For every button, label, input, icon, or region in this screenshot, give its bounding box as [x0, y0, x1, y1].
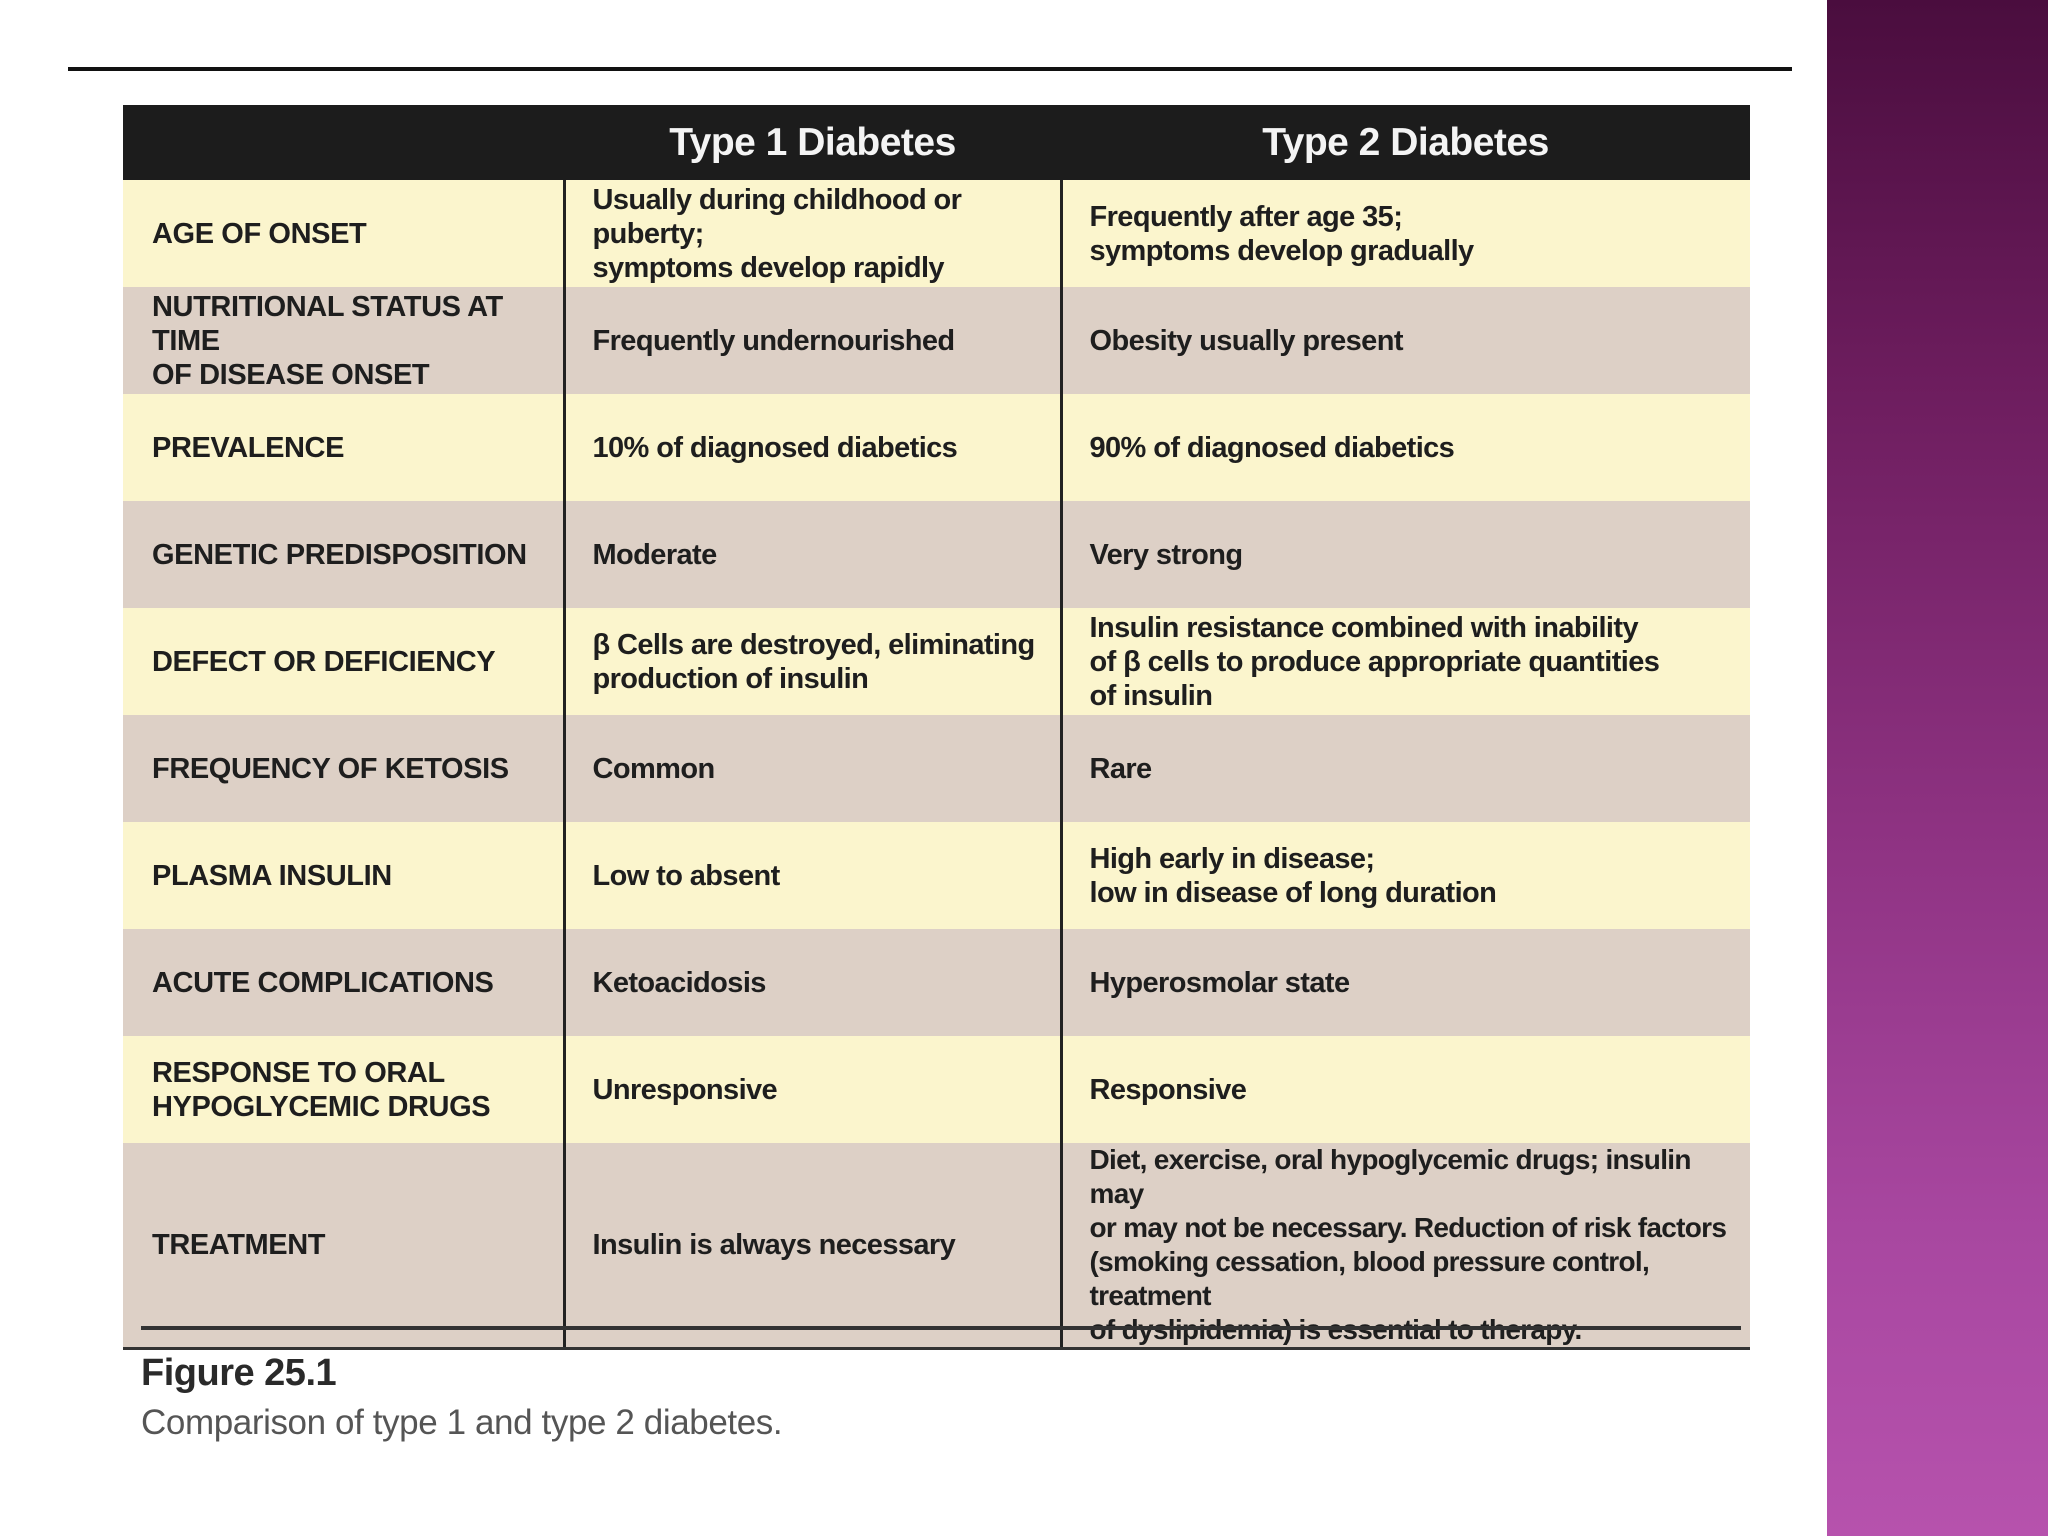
row-label: ACUTE COMPLICATIONS [123, 929, 564, 1036]
type1-cell: Unresponsive [564, 1036, 1061, 1143]
table-row [123, 1143, 1750, 1349]
type1-cell: Usually during childhood or puberty; symptoms develop rapidly [564, 180, 1061, 287]
header-blank [123, 105, 564, 180]
type2-cell: 90% of diagnosed diabetics [1061, 394, 1750, 501]
header-type2: Type 2 Diabetes [1061, 105, 1750, 180]
row-label: TREATMENT [123, 1143, 564, 1349]
decorative-side-band [1827, 0, 2048, 1536]
type2-cell: Obesity usually present [1061, 287, 1750, 394]
header-type1: Type 1 Diabetes [564, 105, 1061, 180]
type1-cell: Low to absent [564, 822, 1061, 929]
row-label: FREQUENCY OF KETOSIS [123, 715, 564, 822]
type2-cell: Responsive [1061, 1036, 1750, 1143]
type1-cell: Frequently undernourished [564, 287, 1061, 394]
row-label: DEFECT OR DEFICIENCY [123, 608, 564, 715]
table-row [123, 822, 1750, 929]
type1-cell: Insulin is always necessary [564, 1143, 1061, 1349]
row-label: GENETIC PREDISPOSITION [123, 501, 564, 608]
table-row [123, 715, 1750, 822]
row-label: RESPONSE TO ORAL HYPOGLYCEMIC DRUGS [123, 1036, 564, 1143]
row-label: PREVALENCE [123, 394, 564, 501]
row-label: NUTRITIONAL STATUS AT TIME OF DISEASE ONSET [123, 287, 564, 394]
type2-cell: Hyperosmolar state [1061, 929, 1750, 1036]
type1-cell: Ketoacidosis [564, 929, 1061, 1036]
row-label: AGE OF ONSET [123, 180, 564, 287]
type2-cell: High early in disease; low in disease of long duration [1061, 822, 1750, 929]
type1-cell: β Cells are destroyed, eliminating production of insulin [564, 608, 1061, 715]
table-row [123, 180, 1750, 287]
table-row [123, 287, 1750, 394]
comparison-table [123, 105, 1750, 1350]
table-header-row [123, 105, 1750, 180]
figure-label: Figure 25.1 [141, 1352, 337, 1394]
table-row [123, 608, 1750, 715]
figure-caption: Comparison of type 1 and type 2 diabetes. [141, 1403, 783, 1442]
type2-cell: Insulin resistance combined with inability of β cells to produce appropriate quantities of insulin [1061, 608, 1750, 715]
type1-cell: Moderate [564, 501, 1061, 608]
row-label: PLASMA INSULIN [123, 822, 564, 929]
type1-cell: Common [564, 715, 1061, 822]
table-row [123, 394, 1750, 501]
table-row [123, 929, 1750, 1036]
type2-cell: Frequently after age 35; symptoms develop gradually [1061, 180, 1750, 287]
type2-cell: Rare [1061, 715, 1750, 822]
type1-cell: 10% of diagnosed diabetics [564, 394, 1061, 501]
figure-divider [141, 1326, 1741, 1330]
table-row [123, 501, 1750, 608]
type2-cell: Very strong [1061, 501, 1750, 608]
top-divider [68, 67, 1792, 71]
type2-cell: Diet, exercise, oral hypoglycemic drugs; insulin may or may not be necessary. Reduction of risk factors (smoking cessation, blood pressure control, treatment [1061, 1143, 1750, 1349]
table-row [123, 1036, 1750, 1143]
